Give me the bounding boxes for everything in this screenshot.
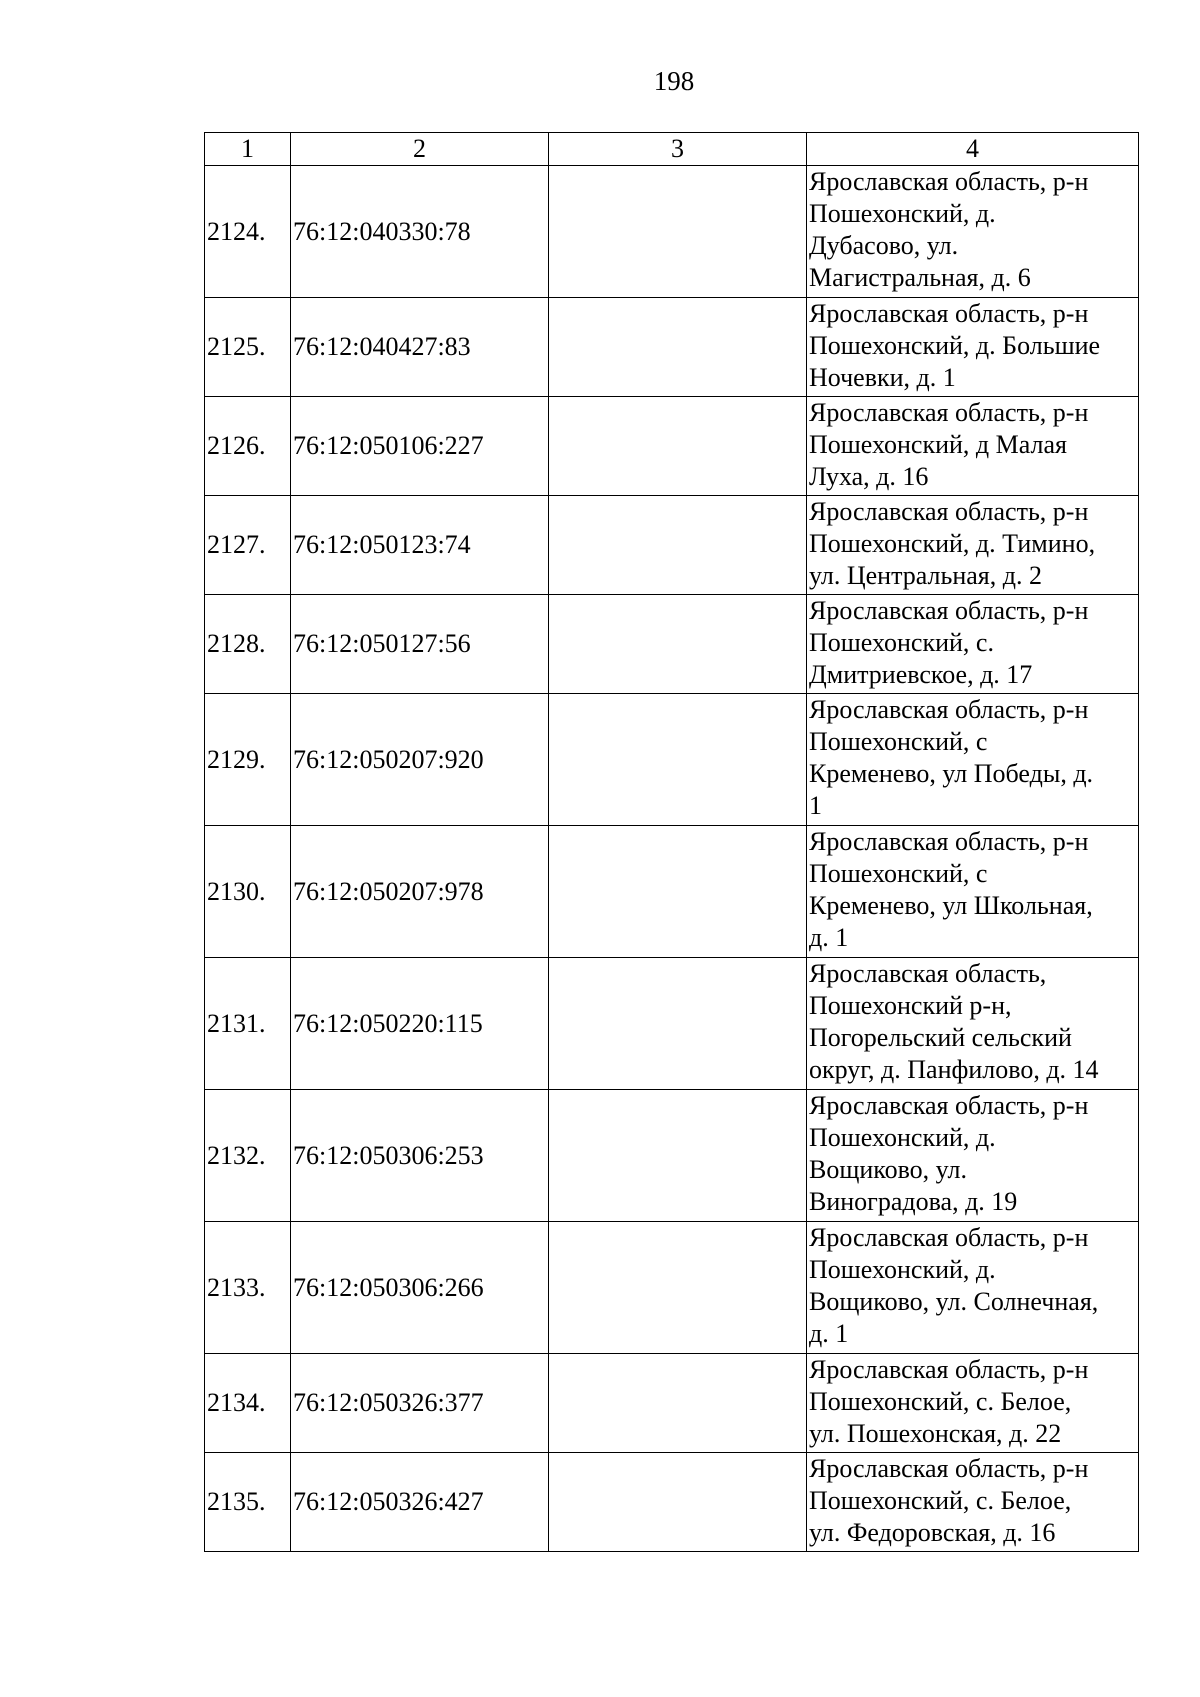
address-line: Пошехонский, д Малая <box>809 430 1068 459</box>
address-cell <box>807 166 1139 298</box>
address-line: Пошехонский, д. <box>809 1255 996 1284</box>
address-line: Дубасово, ул. <box>809 231 959 260</box>
empty-cell <box>549 595 807 694</box>
address-line: Ярославская область, р-н <box>809 1091 1089 1120</box>
address-cell <box>807 298 1139 397</box>
empty-cell <box>549 694 807 826</box>
cadastral-number-cell: 76:12:050306:266 <box>291 1222 549 1354</box>
address-line: Ярославская область, р-н <box>809 167 1089 196</box>
address-line: Пошехонский р-н, <box>809 991 1012 1020</box>
empty-cell <box>549 298 807 397</box>
table-row <box>205 397 1139 496</box>
address-line: Вощиково, ул. Солнечная, <box>809 1287 1099 1316</box>
empty-cell <box>549 166 807 298</box>
address-line: Кременево, ул Победы, д. <box>809 759 1094 788</box>
address-cell <box>807 1453 1139 1552</box>
address-cell <box>807 1222 1139 1354</box>
page-number: 198 <box>653 66 695 96</box>
address-line: ул. Федоровская, д. 16 <box>809 1518 1056 1547</box>
address-line: Погорельский сельский <box>809 1023 1072 1052</box>
row-number-cell: 2129. <box>205 694 291 826</box>
address-line: ул. Центральная, д. 2 <box>809 561 1042 590</box>
table-row <box>205 1090 1139 1222</box>
table-row <box>205 694 1139 826</box>
header-cell-1: 1 <box>205 133 291 166</box>
address-cell <box>807 1090 1139 1222</box>
row-number-cell: 2127. <box>205 496 291 595</box>
row-number-cell: 2131. <box>205 958 291 1090</box>
address-line: 1 <box>809 791 822 820</box>
row-number-cell: 2125. <box>205 298 291 397</box>
address-line: Ночевки, д. 1 <box>809 363 956 392</box>
empty-cell <box>549 1222 807 1354</box>
address-line: Ярославская область, р-н <box>809 1454 1089 1483</box>
address-line: Луха, д. 16 <box>809 462 929 491</box>
address-line: Ярославская область, р-н <box>809 827 1089 856</box>
address-line: Ярославская область, р-н <box>809 398 1089 427</box>
empty-cell <box>549 1453 807 1552</box>
address-cell <box>807 958 1139 1090</box>
row-number-cell: 2126. <box>205 397 291 496</box>
address-line: Пошехонский, с. Белое, <box>809 1486 1072 1515</box>
cadastral-number-cell: 76:12:040427:83 <box>291 298 549 397</box>
address-line: Пошехонский, д. <box>809 199 996 228</box>
row-number-cell: 2130. <box>205 826 291 958</box>
address-line: Вощиково, ул. <box>809 1155 968 1184</box>
row-number-cell: 2128. <box>205 595 291 694</box>
cadastral-number-cell: 76:12:050207:978 <box>291 826 549 958</box>
address-line: Пошехонский, с. <box>809 628 994 657</box>
address-line: Пошехонский, с <box>809 859 988 888</box>
address-line: Ярославская область, р-н <box>809 596 1089 625</box>
table-row <box>205 1453 1139 1552</box>
address-line: Пошехонский, д. Большие <box>809 331 1101 360</box>
address-line: Пошехонский, с. Белое, <box>809 1387 1072 1416</box>
empty-cell <box>549 1354 807 1453</box>
cadastral-number-cell: 76:12:050220:115 <box>291 958 549 1090</box>
table-row <box>205 595 1139 694</box>
address-cell <box>807 397 1139 496</box>
table-row <box>205 1222 1139 1354</box>
table-header-row <box>205 133 1139 166</box>
address-cell <box>807 694 1139 826</box>
row-number-cell: 2133. <box>205 1222 291 1354</box>
table-row <box>205 1354 1139 1453</box>
address-cell <box>807 1354 1139 1453</box>
address-line: Пошехонский, д. Тимино, <box>809 529 1096 558</box>
address-line: округ, д. Панфилово, д. 14 <box>809 1055 1099 1084</box>
empty-cell <box>549 1090 807 1222</box>
row-number-cell: 2134. <box>205 1354 291 1453</box>
address-line: Ярославская область, р-н <box>809 299 1089 328</box>
cadastral-number-cell: 76:12:050207:920 <box>291 694 549 826</box>
empty-cell <box>549 826 807 958</box>
address-line: Ярославская область, р-н <box>809 1355 1089 1384</box>
address-line: Ярославская область, р-н <box>809 1223 1089 1252</box>
address-line: Ярославская область, <box>809 959 1047 988</box>
cadastral-number-cell: 76:12:040330:78 <box>291 166 549 298</box>
table-row <box>205 826 1139 958</box>
empty-cell <box>549 397 807 496</box>
header-cell-4: 4 <box>807 133 1139 166</box>
address-cell <box>807 595 1139 694</box>
address-line: Пошехонский, д. <box>809 1123 996 1152</box>
address-line: д. 1 <box>809 923 849 952</box>
row-number-cell: 2132. <box>205 1090 291 1222</box>
address-line: Магистральная, д. 6 <box>809 263 1031 292</box>
address-line: Дмитриевское, д. 17 <box>809 660 1033 689</box>
address-line: Ярославская область, р-н <box>809 497 1089 526</box>
table-row <box>205 166 1139 298</box>
cadastral-number-cell: 76:12:050326:377 <box>291 1354 549 1453</box>
empty-cell <box>549 496 807 595</box>
cadastral-number-cell: 76:12:050306:253 <box>291 1090 549 1222</box>
cadastral-number-cell: 76:12:050127:56 <box>291 595 549 694</box>
header-cell-3: 3 <box>549 133 807 166</box>
empty-cell <box>549 958 807 1090</box>
cadastral-number-cell: 76:12:050106:227 <box>291 397 549 496</box>
address-cell <box>807 496 1139 595</box>
row-number-cell: 2124. <box>205 166 291 298</box>
address-line: Ярославская область, р-н <box>809 695 1089 724</box>
cadastral-table <box>204 132 1139 1552</box>
address-line: д. 1 <box>809 1319 849 1348</box>
address-cell <box>807 826 1139 958</box>
header-cell-2: 2 <box>291 133 549 166</box>
address-line: Виноградова, д. 19 <box>809 1187 1018 1216</box>
table-row <box>205 496 1139 595</box>
address-line: ул. Пошехонская, д. 22 <box>809 1419 1062 1448</box>
address-line: Кременево, ул Школьная, <box>809 891 1093 920</box>
table-row <box>205 298 1139 397</box>
row-number-cell: 2135. <box>205 1453 291 1552</box>
cadastral-number-cell: 76:12:050123:74 <box>291 496 549 595</box>
table-row <box>205 958 1139 1090</box>
address-line: Пошехонский, с <box>809 727 988 756</box>
cadastral-number-cell: 76:12:050326:427 <box>291 1453 549 1552</box>
